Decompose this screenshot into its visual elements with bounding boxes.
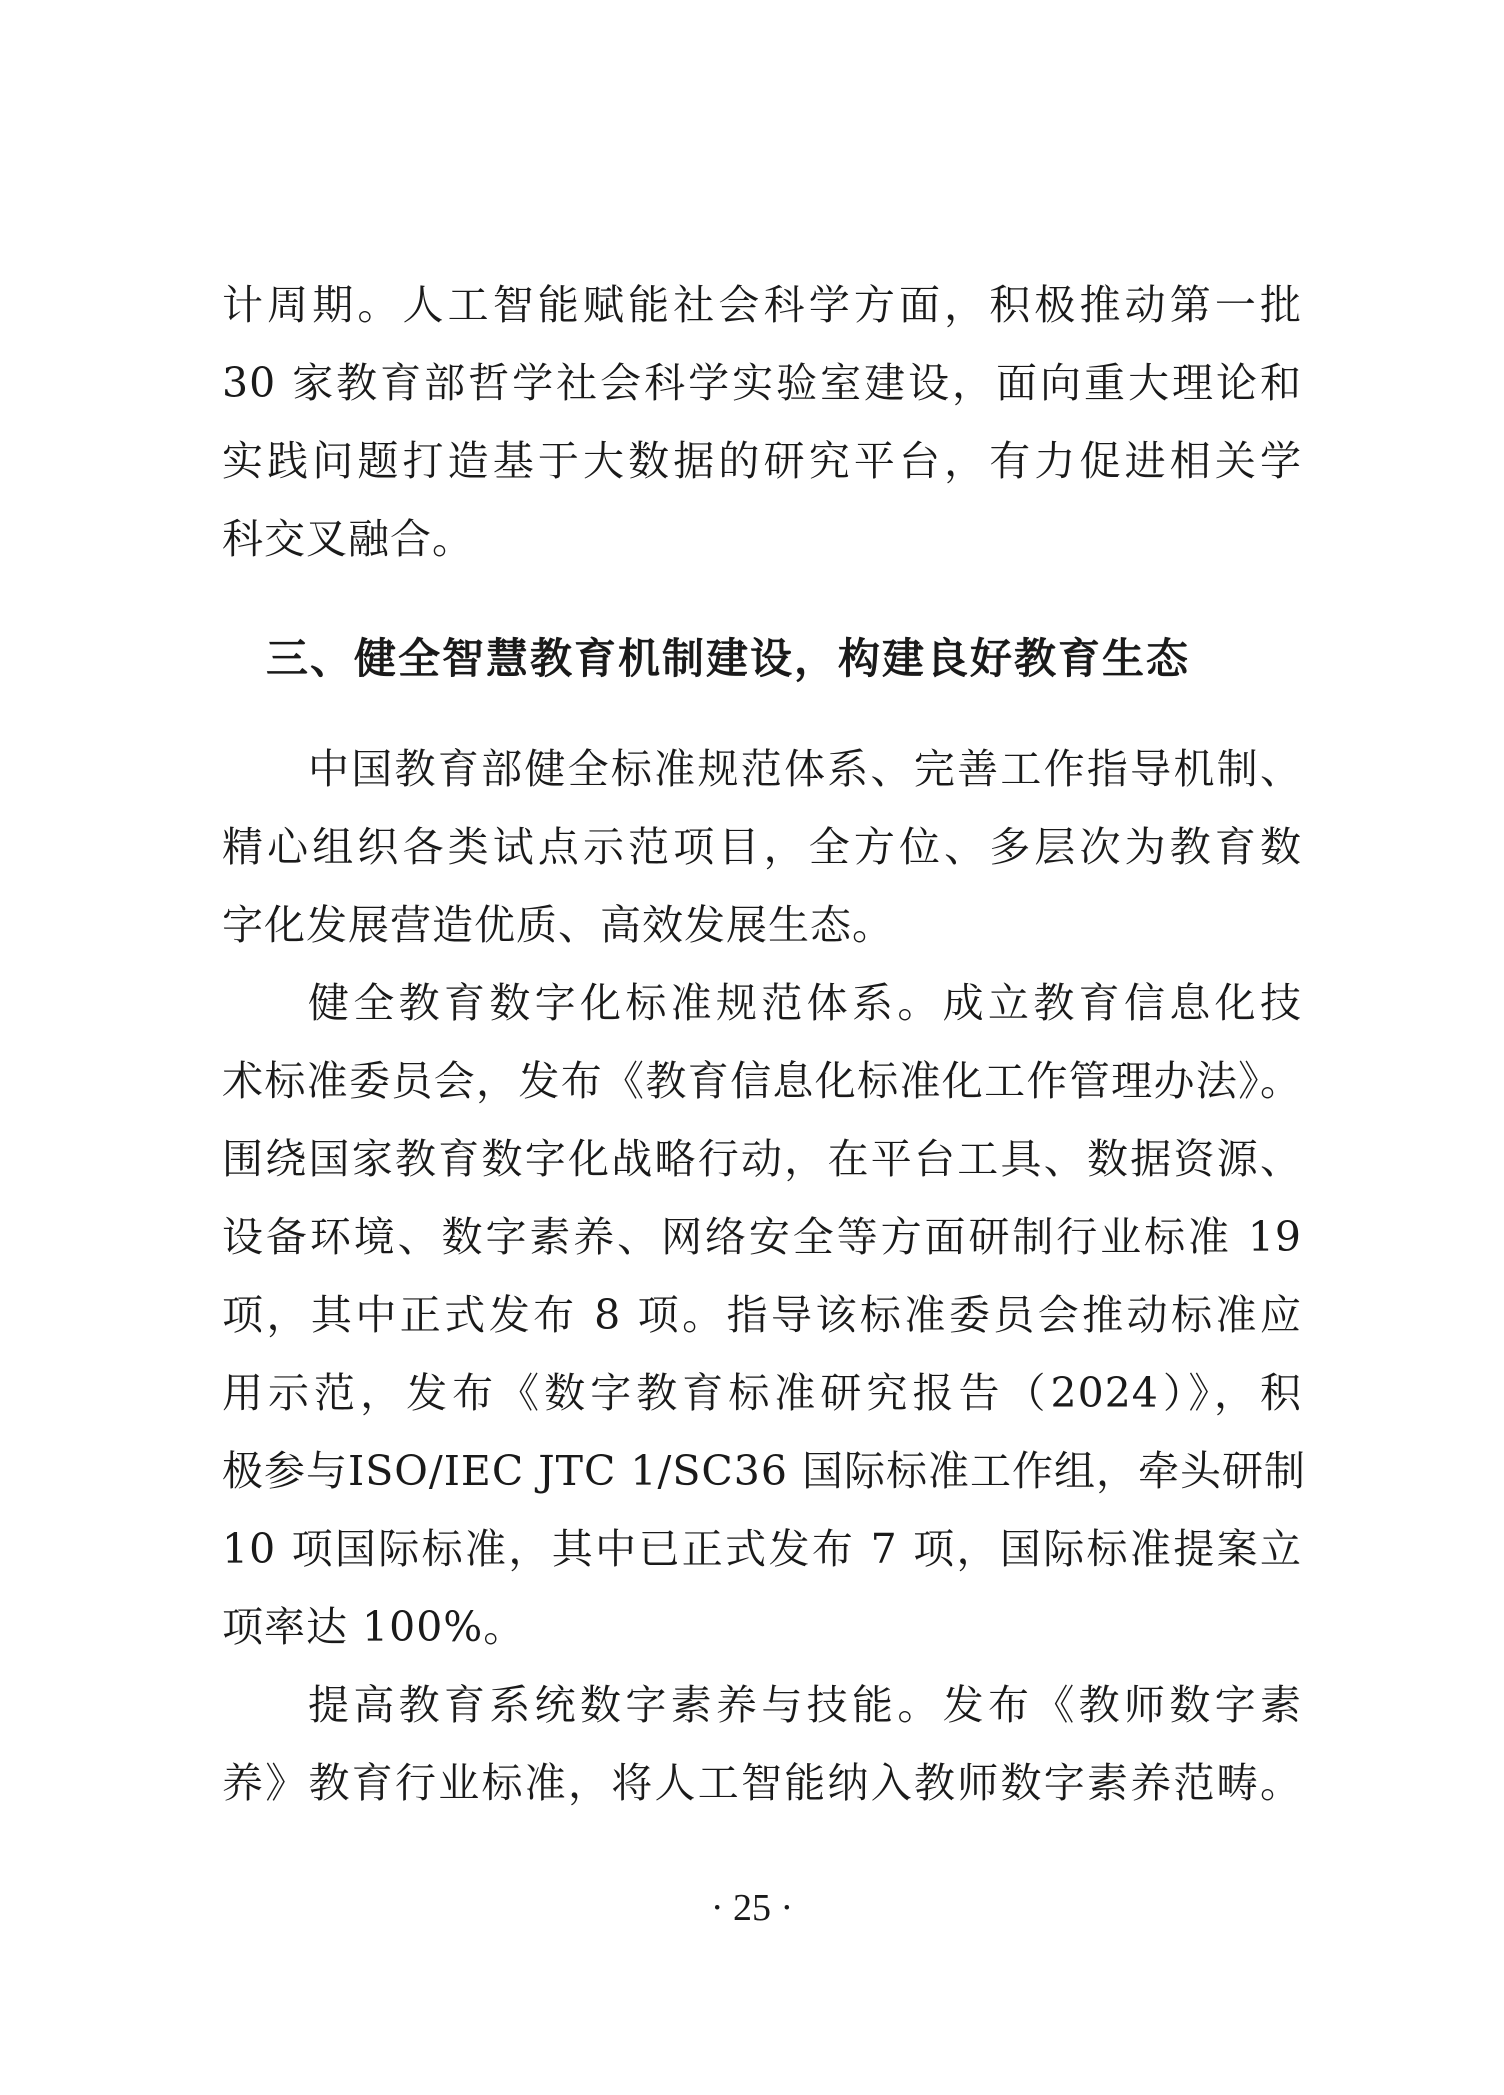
text-line: 实践问题打造基于大数据的研究平台，有力促进相关学 xyxy=(222,437,1302,485)
text-line: 计周期。人工智能赋能社会科学方面，积极推动第一批 xyxy=(222,281,1302,329)
text-line: 极参与ISO/IEC JTC 1/SC36 国际标准工作组，牵头研制 xyxy=(222,1447,1306,1495)
text-line: 用示范，发布《数字教育标准研究报告（2024）》，积 xyxy=(222,1369,1302,1417)
text-line: 字化发展营造优质、高效发展生态。 xyxy=(222,901,894,949)
text-line: 项，其中正式发布 8 项。指导该标准委员会推动标准应 xyxy=(222,1291,1302,1339)
text-line: 养》教育行业标准，将人工智能纳入教师数字素养范畴。 xyxy=(222,1759,1302,1807)
page-number: · 25 · xyxy=(710,1887,794,1929)
text-line: 设备环境、数字素养、网络安全等方面研制行业标准 19 xyxy=(222,1213,1302,1261)
text-line: 健全教育数字化标准规范体系。成立教育信息化技 xyxy=(308,979,1302,1027)
text-line: 科交叉融合。 xyxy=(222,515,474,563)
text-line: 术标准委员会，发布《教育信息化标准化工作管理办法》。 xyxy=(222,1057,1302,1105)
text-line: 中国教育部健全标准规范体系、完善工作指导机制、 xyxy=(308,745,1302,793)
text-line: 30 家教育部哲学社会科学实验室建设，面向重大理论和 xyxy=(222,359,1302,407)
text-line: 精心组织各类试点示范项目，全方位、多层次为教育数 xyxy=(222,823,1302,871)
text-line: 10 项国际标准，其中已正式发布 7 项，国际标准提案立 xyxy=(222,1525,1302,1573)
text-line: 围绕国家教育数字化战略行动，在平台工具、数据资源、 xyxy=(222,1135,1302,1183)
section-heading: 三、健全智慧教育机制建设，构建良好教育生态 xyxy=(266,634,1191,683)
text-line: 提高教育系统数字素养与技能。发布《教师数字素 xyxy=(308,1681,1302,1729)
text-line: 项率达 100%。 xyxy=(222,1603,526,1651)
